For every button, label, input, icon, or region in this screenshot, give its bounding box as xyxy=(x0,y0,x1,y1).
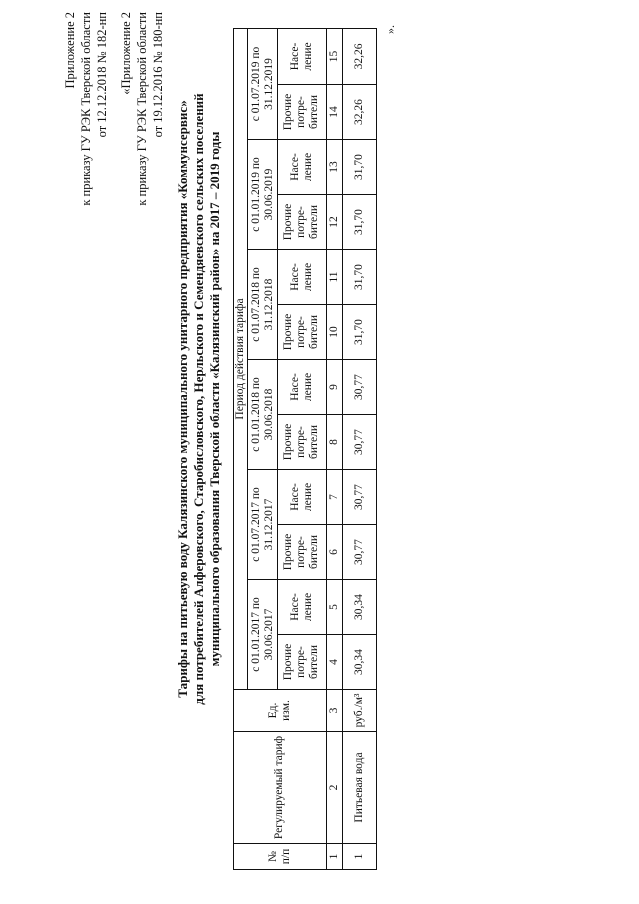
title-line: муниципального образования Тверской области «Калязинский район» на 2017 – 2019 годы xyxy=(207,131,222,667)
table-row xyxy=(342,28,376,869)
tariff-value: 32,26 xyxy=(342,85,376,140)
period-cell: с 01.01.2018 по 30.06.2018 xyxy=(248,360,278,470)
order-ref: к приказу ГУ РЭК Тверской области xyxy=(135,12,149,206)
index-cell: 10 xyxy=(326,305,342,360)
subheader-population: Насе-ление xyxy=(278,470,326,525)
index-cell: 4 xyxy=(326,635,342,690)
subheader-other: Прочие потре-бители xyxy=(278,415,326,470)
tariff-value: 30,77 xyxy=(342,360,376,415)
index-cell: 15 xyxy=(326,28,342,84)
closing-quote: ». xyxy=(383,25,397,34)
index-cell: 5 xyxy=(326,580,342,635)
index-cell: 7 xyxy=(326,470,342,525)
subheader-other: Прочие потре-бители xyxy=(278,195,326,250)
index-cell: 12 xyxy=(326,195,342,250)
tariff-value: 31,70 xyxy=(342,140,376,195)
order-ref: к приказу ГУ РЭК Тверской области xyxy=(79,12,93,206)
index-cell: 2 xyxy=(326,732,342,844)
appendix-label: «Приложение 2 xyxy=(119,12,133,95)
index-cell: 6 xyxy=(326,525,342,580)
appendix-header-old xyxy=(118,12,166,206)
subheader-population: Насе-ление xyxy=(278,250,326,305)
order-date: от 19.12.2016 № 180-нп xyxy=(151,12,165,138)
index-cell: 1 xyxy=(326,844,342,870)
subheader-other: Прочие потре-бители xyxy=(278,635,326,690)
tariff-value: 30,34 xyxy=(342,635,376,690)
subheader-other: Прочие потре-бители xyxy=(278,305,326,360)
period-cell: с 01.01.2017 по 30.06.2017 xyxy=(248,580,278,690)
tariff-value: 32,26 xyxy=(342,28,376,84)
tariff-value: 31,70 xyxy=(342,195,376,250)
tariff-table xyxy=(233,28,377,870)
tariff-value: 30,77 xyxy=(342,415,376,470)
period-cell: с 01.07.2017 по 31.12.2017 xyxy=(248,470,278,580)
appendix-label: Приложение 2 xyxy=(63,12,77,89)
document-title xyxy=(175,54,223,744)
index-cell: 14 xyxy=(326,85,342,140)
col-header-unit: Ед. изм. xyxy=(234,690,327,732)
subheader-other: Прочие потре-бители xyxy=(278,85,326,140)
title-line: Тарифы на питьевую воду Калязинского муниципального унитарного предприятия «Коммунсервис» xyxy=(175,100,190,698)
subheader-other: Прочие потре-бители xyxy=(278,525,326,580)
subheader-population: Насе-ление xyxy=(278,28,326,84)
row-number: 1 xyxy=(342,844,376,870)
tariff-value: 30,34 xyxy=(342,580,376,635)
appendix-header-new xyxy=(62,12,110,206)
tariff-value: 30,77 xyxy=(342,525,376,580)
col-header-number: № п/п xyxy=(234,844,327,870)
index-row xyxy=(326,28,342,869)
subheader-population: Насе-ление xyxy=(278,580,326,635)
period-header: Период действия тарифа xyxy=(234,28,248,689)
period-cell: с 01.07.2019 по 31.12.2019 xyxy=(248,28,278,139)
title-line: для потребителей Алферовского, Старобисловского, Нерльского и Семендяевского сельских поселений xyxy=(191,93,206,705)
tariff-value: 31,70 xyxy=(342,305,376,360)
order-date: от 12.12.2018 № 182-нп xyxy=(95,12,109,138)
row-tariff-name: Питьевая вода xyxy=(342,732,376,844)
index-cell: 3 xyxy=(326,690,342,732)
subheader-population: Насе-ление xyxy=(278,140,326,195)
subheader-population: Насе-ление xyxy=(278,360,326,415)
index-cell: 11 xyxy=(326,250,342,305)
tariff-value: 31,70 xyxy=(342,250,376,305)
period-cell: с 01.07.2018 по 31.12.2018 xyxy=(248,250,278,360)
index-cell: 13 xyxy=(326,140,342,195)
row-unit: руб./м³ xyxy=(342,690,376,732)
index-cell: 9 xyxy=(326,360,342,415)
index-cell: 8 xyxy=(326,415,342,470)
period-cell: с 01.01.2019 по 30.06.2019 xyxy=(248,140,278,250)
tariff-value: 30,77 xyxy=(342,470,376,525)
col-header-tariff: Регулируемый тариф xyxy=(234,732,327,844)
